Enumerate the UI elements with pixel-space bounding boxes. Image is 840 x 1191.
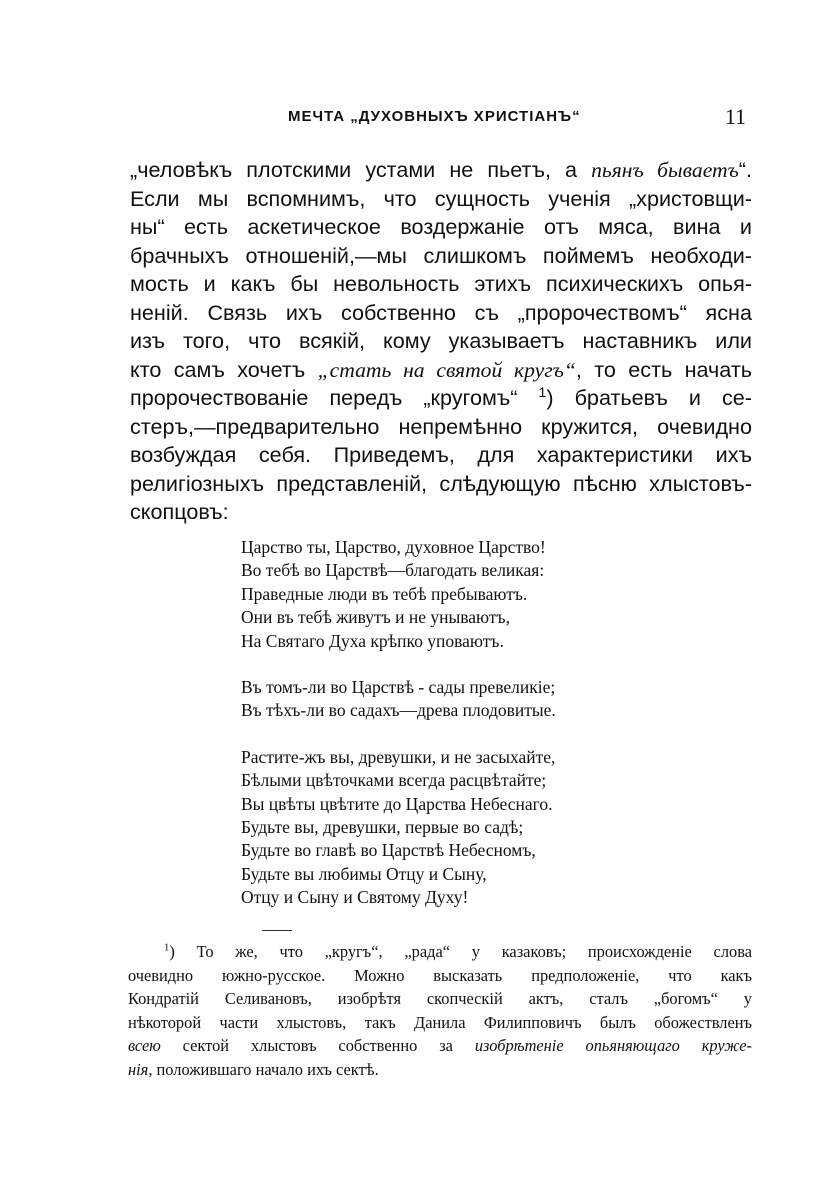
verse-line: Царство ты, Царство, духовное Царство!	[241, 537, 546, 557]
footnote-divider	[262, 930, 292, 931]
verse-line: Вы цвѣты цвѣтите до Царства Небеснаго.	[241, 793, 553, 814]
text-line: брачныхъ отношеній,—мы слишкомъ поймемъ необходи-	[130, 242, 752, 268]
stanza	[241, 676, 556, 723]
emphasis: нія	[128, 1059, 149, 1079]
text-line: неній. Связь ихъ собственно съ „пророчествомъ“ ясна	[130, 299, 752, 325]
text-line: возбуждая себя. Приведемъ, для характеристики ихъ	[130, 442, 752, 467]
page-header	[128, 104, 748, 134]
text-line: религіозныхъ представленій, слѣдующую пѣсню хлыстовъ-	[130, 470, 752, 496]
page-number: 11	[724, 104, 746, 129]
text-line: Если мы вспомнимъ, что сущность ученія „христовщи-	[130, 185, 752, 211]
stanza	[241, 746, 556, 910]
verse-line: Праведные люди въ тебѣ пребываютъ.	[241, 583, 528, 604]
text-line: ны“ есть аскетическое воздержаніе отъ мяса, вина и	[130, 214, 752, 239]
footnote-line: всею сектой хлыстовъ собственно за изобрѣтеніе опьяняющаго круже-	[128, 1036, 753, 1055]
verse-line: Будьте во главѣ во Царствѣ Небесномъ,	[241, 840, 536, 861]
verse-line: Они въ тебѣ живутъ и не унываютъ,	[241, 607, 510, 628]
main-text	[130, 156, 752, 527]
verse-line: Бѣлыми цвѣточками всегда расцвѣтайте;	[241, 770, 547, 791]
footnote-ref: 1	[538, 383, 547, 400]
stanza	[241, 536, 556, 653]
footnote	[128, 940, 752, 1081]
footnote-line: $^1$) То же, что „кругъ“, „рада“ у казаковъ; происхожденіе слова	[164, 942, 752, 961]
footnote-line: очевидно южно-русское. Можно высказать предположеніе, что какъ	[128, 965, 752, 985]
verse-line: На Святаго Духа крѣпко уповаютъ.	[241, 630, 504, 651]
verse-line: Отцу и Сыну и Святому Духу!	[241, 887, 469, 908]
footnote-line: нѣкоторой части хлыстовъ, такъ Данила Филипповичъ былъ обожествленъ	[128, 1012, 752, 1032]
emphasis: „стать на святой кругъ“	[317, 357, 576, 382]
verse-line: Растите-жъ вы, древушки, и не засыхайте,	[241, 746, 556, 767]
footnote-line: нія, положившаго начало ихъ сектѣ.	[128, 1059, 379, 1079]
text-line: мость и какъ бы невольность этихъ психическихъ опья-	[130, 271, 752, 296]
text-line: пророчествованіе передъ „кругомъ“ $^1$) братьевъ и се-	[130, 383, 752, 410]
verse-line: Будьте вы, древушки, первые во садѣ;	[241, 817, 524, 838]
verse-line: Въ томъ-ли во Царствѣ - сады превеликіе;	[241, 677, 556, 698]
text-line: „человѣкъ плотскими устами не пьетъ, а пьянъ бываетъ“.	[130, 157, 752, 182]
emphasis: пьянъ бываетъ	[591, 158, 739, 182]
footnote-line: Кондратій Селивановъ, изобрѣтя скопческій актъ, сталъ „богомъ“ у	[128, 989, 752, 1008]
verse-line: Въ тѣхъ-ли во садахъ—древа плодовитые.	[241, 700, 556, 721]
emphasis: всею	[128, 1036, 161, 1055]
verse-line: Во тебѣ во Царствѣ—благодать великая:	[241, 560, 545, 581]
text-line: изъ того, что всякій, кому указываетъ наставникъ или	[130, 328, 752, 353]
text-line: стеръ,—предварительно непремѣнно кружится, очевидно	[130, 413, 752, 439]
running-title: МЕЧТА „ДУХОВНЫХЪ ХРИСТІАНЪ“	[288, 108, 581, 125]
emphasis: изобрѣтеніе опьяняющаго круже-	[474, 1036, 753, 1055]
text-line: кто самъ хочетъ „стать на святой кругъ“, то есть начать	[130, 356, 752, 382]
verse-block	[241, 536, 556, 933]
footnote-marker: 1	[164, 942, 170, 954]
verse-line: Будьте вы любимы Отцу и Сыну,	[241, 863, 487, 884]
text-line: скопцовъ:	[130, 499, 229, 524]
